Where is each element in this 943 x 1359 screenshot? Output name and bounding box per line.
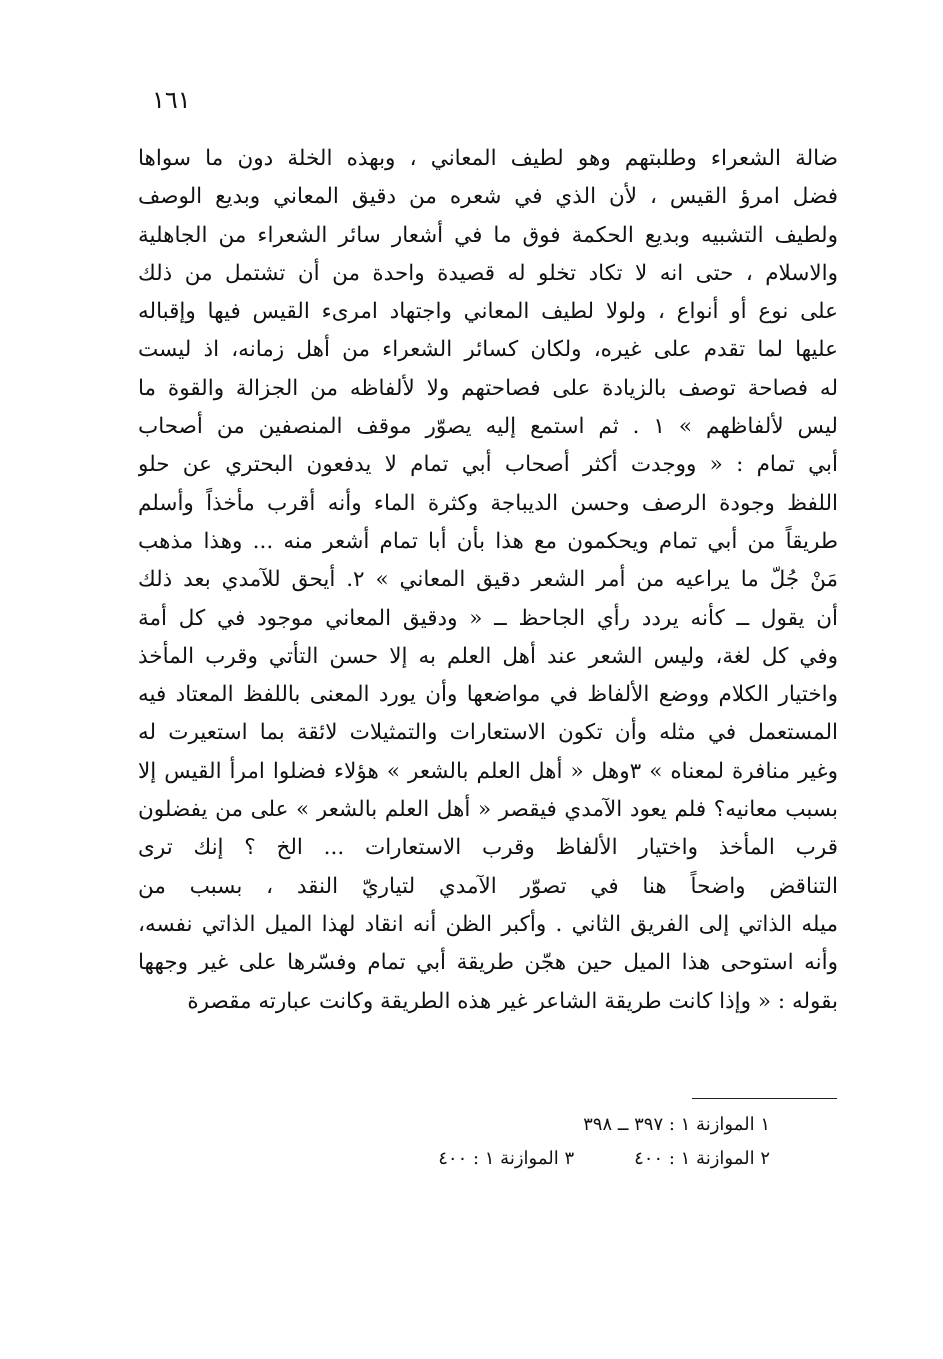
body-line: فضل امرؤ القيس ، لأن الذي في شعره من دقيق المعاني وبديع الوصف: [138, 184, 838, 210]
body-line: ضالة الشعراء وطلبتهم وهو لطيف المعاني ، وبهذه الخلة دون ما سواها: [138, 146, 838, 171]
body-line: قرب المأخذ واختيار الألفاظ وقرب الاستعارات ... الخ ؟ إنك ترى: [138, 835, 838, 861]
footnote-2-3: [330, 1142, 770, 1176]
page-number: ١٦١: [152, 86, 191, 114]
footnote-text: ٣ الموازنة ١ : ٤٠٠: [438, 1148, 575, 1169]
body-line: اللفظ وجودة الرصف وحسن الديباجة وكثرة الماء وأنه أقرب مأخذاً وأسلم: [138, 490, 838, 516]
body-text: [138, 140, 838, 1021]
body-line: على نوع أو أنواع ، ولولا لطيف المعاني واجتهاد امرىء القيس فيها وإقباله: [138, 299, 838, 325]
footnotes: [330, 1108, 770, 1176]
footnote-text: ٢ الموازنة ١ : ٤٠٠: [634, 1148, 770, 1169]
body-line: واختيار الكلام ووضع الألفاظ في مواضعها وأن يورد المعنى باللفظ المعتاد فيه: [138, 682, 838, 708]
body-line: وغير منافرة لمعناه » ٣وهل « أهل العلم بالشعر » هؤلاء فضلوا امرأ القيس إلا: [138, 758, 838, 784]
body-line: المستعمل في مثله وأن تكون الاستعارات والتمثيلات لائقة بما استعيرت له: [138, 720, 838, 746]
body-line: له فصاحة توصف بالزيادة على فصاحتهم ولا لألفاظه من الجزالة والقوة ما: [138, 375, 838, 401]
footnote-divider: [692, 1098, 837, 1099]
body-line: التناقض واضحاً هنا في تصوّر الآمدي لتياريّ النقد ، بسبب من: [138, 873, 838, 899]
body-line: والاسلام ، حتى انه لا تكاد تخلو له قصيدة واحدة من أن تشتمل من ذلك: [138, 260, 838, 286]
footnote-text: ١ الموازنة ١ : ٣٩٧ ــ ٣٩٨: [583, 1114, 770, 1135]
body-line: ليس لألفاظهم » ١ . ثم استمع إليه يصوّر موقف المنصفين من أصحاب: [138, 414, 838, 440]
body-line: ميله الذاتي إلى الفريق الثاني . وأكبر الظن أنه انقاد لهذا الميل الذاتي نفسه،: [138, 911, 838, 937]
footnote-1: [330, 1108, 770, 1142]
body-line: مَنْ جُلّ ما يراعيه من أمر الشعر دقيق المعاني » ٢. أيحق للآمدي بعد ذلك: [138, 567, 838, 593]
body-line: أن يقول ــ كأنه يردد رأي الجاحظ ــ « ودقيق المعاني موجود في كل أمة: [138, 605, 838, 631]
body-line: وأنه استوحى هذا الميل حين هجّن طريقة أبي تمام وفسّرها على غير وجهها: [138, 950, 838, 976]
body-line: ولطيف التشبيه وبديع الحكمة فوق ما في أشعار سائر الشعراء من الجاهلية: [138, 222, 838, 248]
body-line: بسبب معانيه؟ فلم يعود الآمدي فيقصر « أهل العلم بالشعر » على من يفضلون: [138, 797, 838, 823]
body-line: عليها لما تقدم على غيره، ولكان كسائر الشعراء من أهل زمانه، اذ ليست: [138, 337, 838, 363]
body-line: وفي كل لغة، وليس الشعر عند أهل العلم به إلا حسن التأتي وقرب المأخذ: [138, 643, 838, 669]
body-line: بقوله : « وإذا كانت طريقة الشاعر غير هذه الطريقة وكانت عبارته مقصرة: [187, 988, 838, 1014]
body-line: طريقاً من أبي تمام ويحكمون مع هذا بأن أبا تمام أشعر منه ... وهذا مذهب: [138, 528, 838, 554]
body-line: أبي تمام : « ووجدت أكثر أصحاب أبي تمام لا يدفعون البحتري عن حلو: [138, 452, 838, 478]
